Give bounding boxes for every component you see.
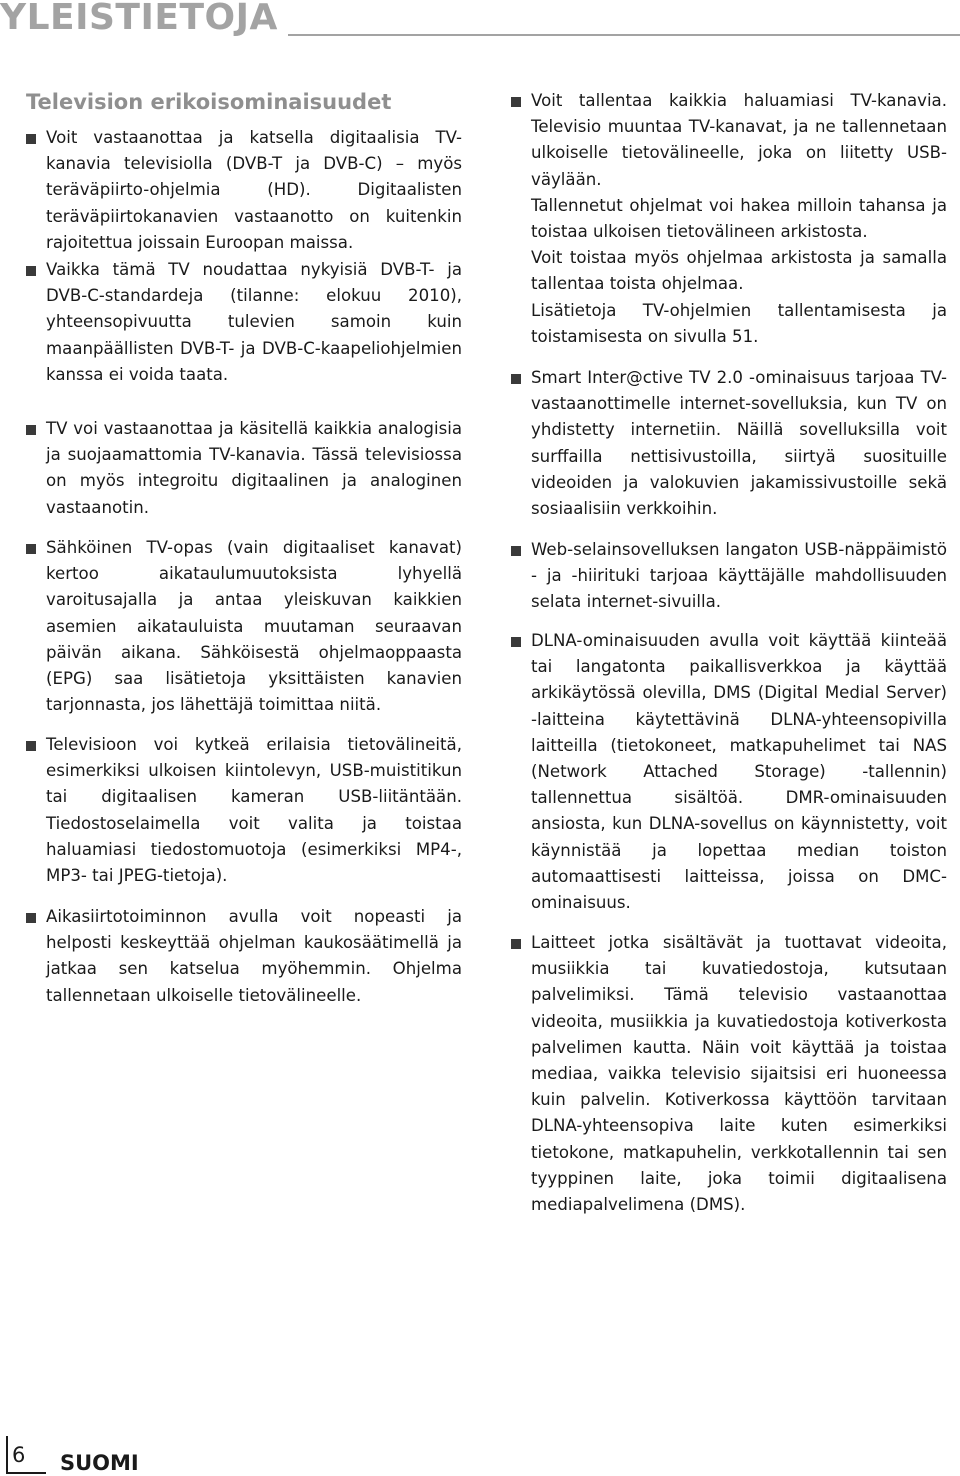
square-bullet-icon — [511, 97, 521, 107]
square-bullet-icon — [511, 546, 521, 556]
square-bullet-icon — [511, 637, 521, 647]
square-bullet-icon — [511, 939, 521, 949]
header-rule — [288, 34, 960, 36]
square-bullet-icon — [26, 741, 36, 751]
page-footer — [0, 1436, 300, 1476]
item-text: DLNA-ominaisuuden avulla voit käyttää kiinteää tai langatonta paikallisverkkoa ja käyttää arkikäytössä olevilla, DMS (Digital Medial Server) -laitteina käytettävinä DLNA-yhteensopivilla laitteilla (tietokoneet, matkapuhelimet tai NAS (Network Attached Storage) -tallennin) tallennettua sisältöä. DMR-ominaisuuden ansiosta, kun DLNA-sovellus on käynnistetty, voit käynnistää ja lopettaa median toiston automaattisesti laitteissa, joissa on DMC-ominaisuus. — [531, 631, 947, 913]
footer-language: SUOMI — [60, 1451, 139, 1475]
item-text: Voit tallentaa kaikkia haluamiasi TV-kanavia. Televisio muuntaa TV-kanavat, ja ne tallennetaan ulkoiselle tietovälineelle, joka on liitetty USB-väylään. — [531, 91, 947, 189]
left-item-4 — [26, 535, 462, 718]
left-item-5 — [26, 732, 462, 889]
right-item-2 — [511, 365, 947, 522]
footer-rule — [6, 1472, 46, 1474]
square-bullet-icon — [26, 425, 36, 435]
item-text: Voit vastaanottaa ja katsella digitaalisia TV-kanavia televisiolla (DVB-T ja DVB-C) – myös teräväpiirto-ohjelmia (HD). Digitaalisten teräväpiirtokanavien vastaanotto on kuitenkin rajoitettua joissain Euroopan maissa. — [46, 128, 462, 252]
page-number: 6 — [12, 1443, 26, 1467]
square-bullet-icon — [26, 913, 36, 923]
item-text: Sähköinen TV-opas (vain digitaaliset kanavat) kertoo aikataulumuutoksista lyhyellä varoitusajalla ja antaa yleiskuvan kaikkien asemien aikatauluista muutaman seuraavan päivän aikana. Sähköisestä ohjelmaoppaasta (EPG) saa lisätietoja yksittäisten kanavien tarjonnasta, jos lähettäjä toimittaa niitä. — [46, 538, 462, 715]
right-item-3 — [511, 537, 947, 616]
page-header — [0, 0, 960, 44]
right-item-5 — [511, 930, 947, 1218]
right-item-4 — [511, 628, 947, 916]
square-bullet-icon — [511, 374, 521, 384]
item-text: Lisätietoja TV-ohjelmien tallentamisesta ja toistamisesta on sivulla 51. — [531, 300, 947, 346]
item-text: Televisioon voi kytkeä erilaisia tietovälineitä, esimerkiksi ulkoisen kiintolevyn, USB-muistitikun tai digitaalisen kameran USB-liitäntään. Tiedostoselaimella voit valita ja toistaa haluamiasi tiedostomuotoja (esimerkiksi MP4-, MP3- tai JPEG-tietoja). — [46, 735, 462, 886]
section-title: Television erikoisominaisuudet — [26, 90, 392, 114]
item-text: Vaikka tämä TV noudattaa nykyisiä DVB-T- ja DVB-C-standardeja (tilanne: elokuu 2010), yhteensopivuutta tulevien samoin kuin maanpäällisten DVB-T- ja DVB-C-kaapeliohjelmien kanssa ei voida taata. — [46, 260, 462, 384]
item-text: Voit toistaa myös ohjelmaa arkistosta ja samalla tallentaa toista ohjelmaa. — [531, 248, 947, 294]
left-item-1 — [26, 125, 462, 256]
left-item-2 — [26, 257, 462, 388]
square-bullet-icon — [26, 134, 36, 144]
item-text: Web-selainsovelluksen langaton USB-näppäimistö - ja -hiirituki tarjoaa käyttäjälle mahdollisuuden selata internet-sivuilla. — [531, 540, 947, 612]
square-bullet-icon — [26, 266, 36, 276]
item-text: Smart Inter@ctive TV 2.0 -ominaisuus tarjoaa TV-vastaanottimelle internet-sovelluksia, kun TV on yhdistetty internetiin. Näillä sovelluksilla voit surffailla nettisivustoilla, siirtyä suosituille videoiden ja valokuvien jakamissivustoille sekä sosiaalisiin verkkoihin. — [531, 368, 947, 519]
right-item-1 — [511, 88, 947, 350]
item-text: Tallennetut ohjelmat voi hakea milloin tahansa ja toistaa ulkoisen tietovälineen arkistosta. — [531, 195, 947, 242]
footer-bar — [6, 1436, 8, 1472]
left-item-3 — [26, 416, 462, 521]
item-text: Aikasiirtotoiminnon avulla voit nopeasti ja helposti keskeyttää ohjelman kaukosäätimellä ja jatkaa sen katselua myöhemmin. Ohjelma tallennetaan ulkoiselle tietovälineelle. — [46, 907, 462, 1005]
left-item-6 — [26, 904, 462, 1009]
item-text: Laitteet jotka sisältävät ja tuottavat videoita, musiikkia tai kuvatiedostoja, kutsutaan palvelimiksi. Tämä televisio vastaanottaa videoita, musiikkia ja kuvatiedostoja kotiverkosta palvelimen kautta. Näin voit käyttää ja toistaa mediaa, vaikka televisio sijaitsisi eri huoneessa kuin palvelin. Kotiverkossa käyttöön tarvitaan DLNA-yhteensopiva laite kuten esimerkiksi tietokone, matkapuhelin, verkkotallennin tai sen tyyppinen laite, joka toimii digitaalisena mediapalvelimena (DMS). — [531, 933, 947, 1215]
item-text: TV voi vastaanottaa ja käsitellä kaikkia analogisia ja suojaamattomia TV-kanavia. Tässä televisiossa on myös integroitu digitaalinen ja analoginen vastaanotin. — [46, 419, 462, 517]
page-title: YLEISTIETOJA — [0, 0, 278, 38]
square-bullet-icon — [26, 544, 36, 554]
